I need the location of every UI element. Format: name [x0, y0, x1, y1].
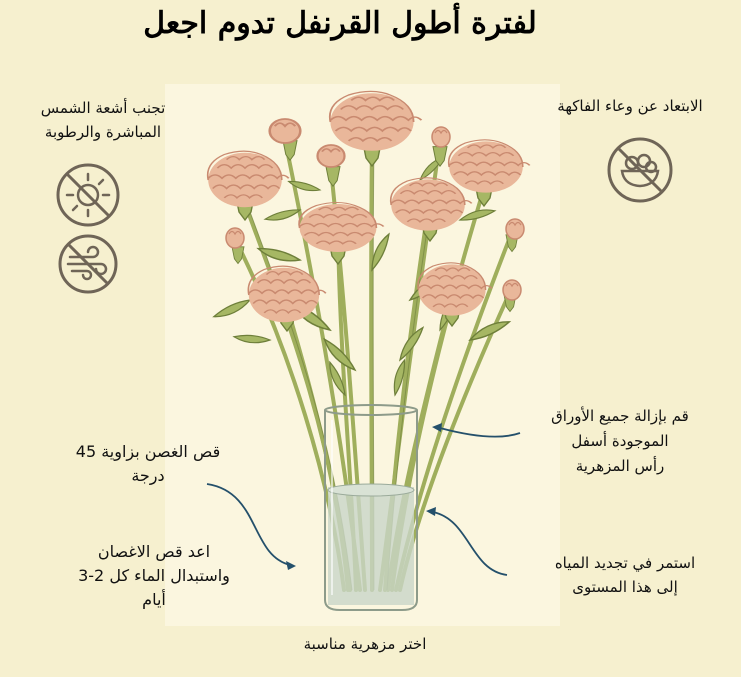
arrow-cut-angle: [207, 484, 290, 565]
tip-remove-leaves-text: قم بإزالة جميع الأوراق الموجودة أسفل رأس المزهرية: [551, 407, 689, 475]
page-title: لفترة أطول القرنفل تدوم اجعل: [143, 6, 537, 41]
tip-cut-angle-text: قص الغصن بزاوية 45 درجة: [75, 442, 221, 485]
tip-recut-text: اعد قص الاغصان واستبدال الماء كل 2-3 أيام: [78, 542, 230, 609]
tip-choose-vase-text: اختر مزهرية مناسبة: [303, 635, 427, 653]
arrow-refresh-water: [433, 512, 507, 575]
tip-avoid-sun-text: تجنب أشعة الشمس المباشرة والرطوبة: [40, 99, 166, 141]
tip-avoid-fruit-text: الابتعاد عن وعاء الفاكهة: [557, 97, 703, 115]
tip-refresh-water-text: استمر في تجديد المياه إلى هذا المستوى: [554, 554, 696, 596]
